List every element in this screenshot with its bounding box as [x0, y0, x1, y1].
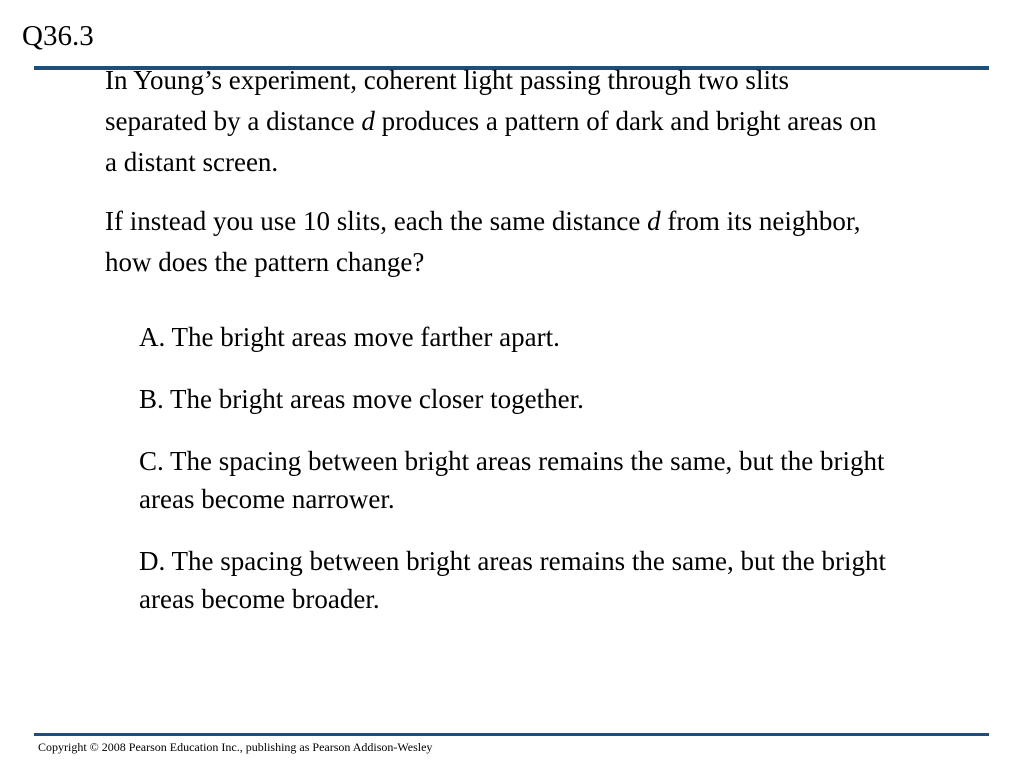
- option-d[interactable]: D. The spacing between bright areas remains the same, but the bright areas become broader.: [139, 546, 887, 614]
- question-p1-text-b: produces a pattern of dark and bright areas on a distant screen.: [105, 106, 877, 177]
- option-b[interactable]: B. The bright areas move closer together.: [139, 384, 584, 414]
- variable-d: d: [647, 206, 661, 236]
- bottom-divider: [34, 733, 989, 736]
- option-a[interactable]: A. The bright areas move farther apart.: [139, 322, 560, 352]
- answer-options: [139, 318, 919, 642]
- question-p1-text-a: In Young’s experiment, coherent light passing through two slits separated by a distance: [105, 65, 789, 136]
- slide-title: Q36.3: [22, 20, 94, 52]
- question-paragraph-2: [105, 201, 895, 283]
- question-text: [105, 60, 895, 283]
- question-paragraph-1: [105, 60, 895, 183]
- option-c[interactable]: C. The spacing between bright areas remains the same, but the bright areas become narrower.: [139, 446, 885, 514]
- question-p2-text-a: If instead you use 10 slits, each the same distance: [105, 206, 648, 236]
- copyright-footer: Copyright © 2008 Pearson Education Inc., publishing as Pearson Addison-Wesley: [38, 740, 433, 754]
- variable-d: d: [361, 106, 375, 136]
- question-p2-text-b: from its neighbor, how does the pattern change?: [105, 206, 861, 277]
